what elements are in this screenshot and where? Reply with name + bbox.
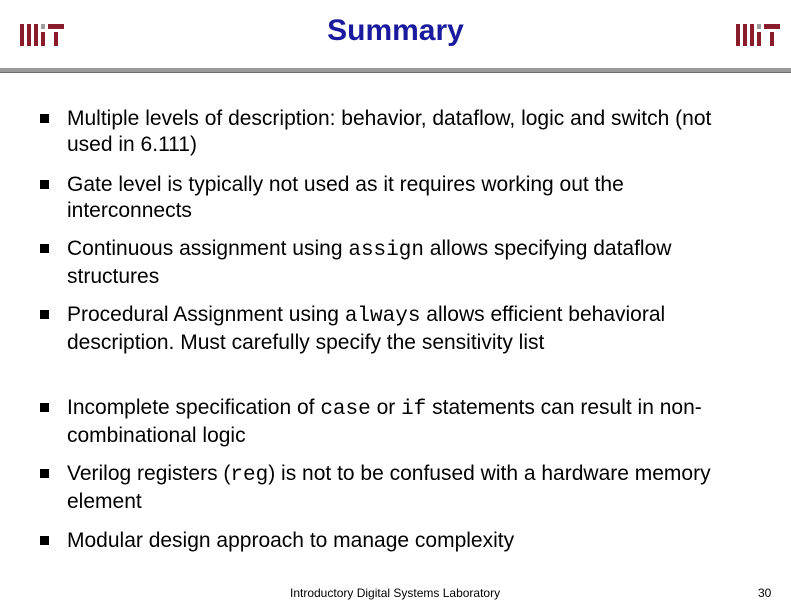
bullet-text: Multiple levels of description: behavior, dataflow, logic and switch (not used in 6.111) [67, 107, 712, 156]
bullet-text: Procedural Assignment using always allows efficient behavioral description. Must carefully specify the sensitivity list [67, 303, 666, 354]
bullet-text: Continuous assignment using assign allows specifying dataflow structures [67, 237, 672, 288]
mit-logo-icon [736, 24, 780, 46]
bullet-text: Incomplete specification of case or if statements can result in non-combinational logic [67, 396, 702, 447]
code-keyword: case [320, 398, 371, 421]
square-bullet-icon [40, 114, 49, 123]
square-bullet-icon [40, 180, 49, 189]
bullet-text: Gate level is typically not used as it requires working out the interconnects [67, 173, 624, 222]
square-bullet-icon [40, 403, 49, 412]
square-bullet-icon [40, 310, 49, 319]
page-number: 30 [758, 586, 772, 600]
slide-title: Summary [327, 14, 464, 47]
bullet-text: Verilog registers (reg) is not to be confused with a hardware memory element [67, 462, 711, 513]
title-divider [0, 68, 791, 73]
code-keyword: if [401, 398, 427, 421]
square-bullet-icon [40, 244, 49, 253]
code-keyword: reg [230, 464, 269, 487]
footer-course-title: Introductory Digital Systems Laboratory [290, 586, 501, 600]
bullet-text: Modular design approach to manage complexity [67, 529, 515, 552]
square-bullet-icon [40, 469, 49, 478]
square-bullet-icon [40, 536, 49, 545]
code-keyword: assign [348, 239, 424, 262]
code-keyword: always [344, 305, 421, 328]
